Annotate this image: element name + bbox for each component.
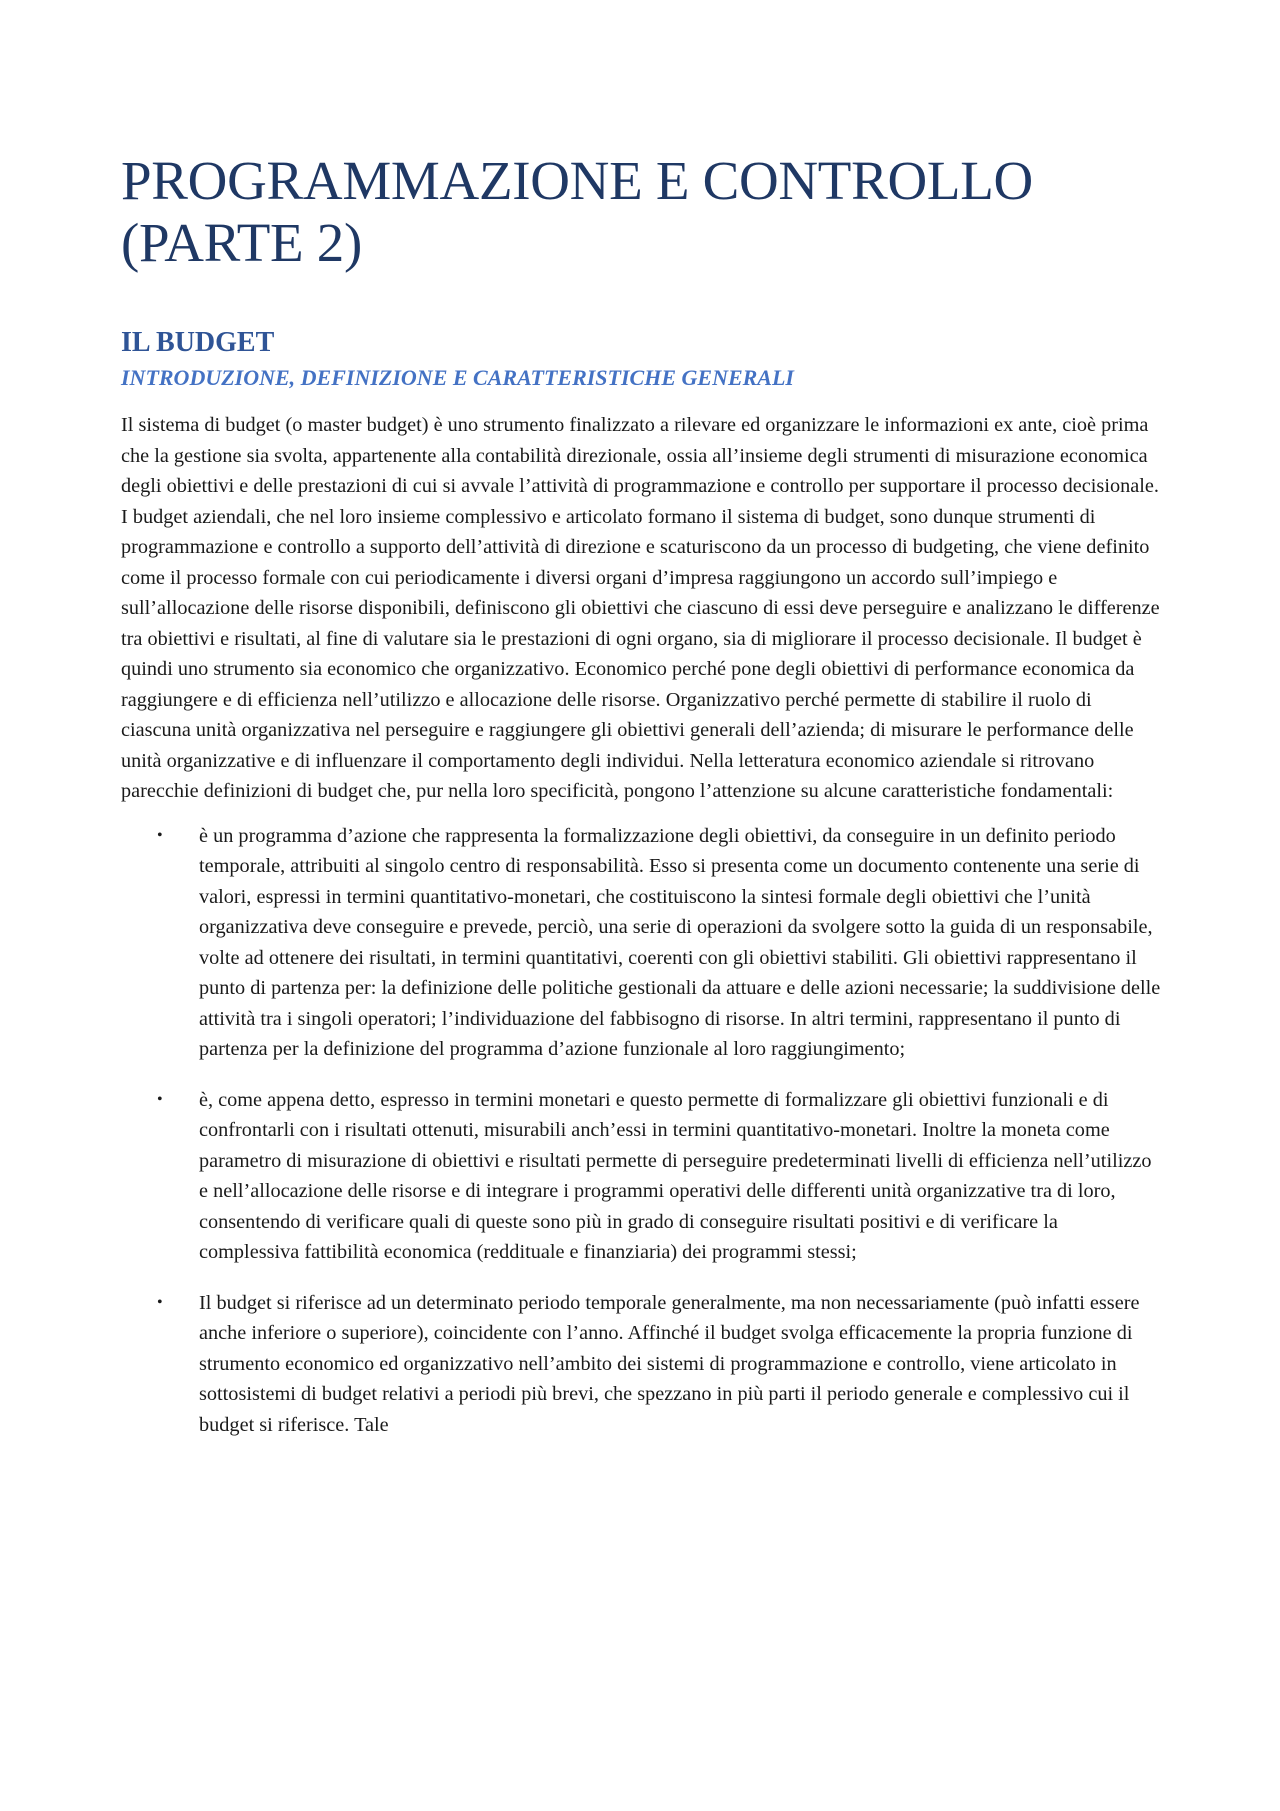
- characteristics-list: [121, 821, 1163, 1441]
- bullet-marker: •: [157, 826, 163, 844]
- list-item: [121, 1288, 1163, 1441]
- bullet-marker: •: [157, 1090, 163, 1108]
- bullet-marker: •: [157, 1293, 163, 1311]
- section-subheading: INTRODUZIONE, DEFINIZIONE E CARATTERISTICHE GENERALI: [121, 365, 794, 390]
- list-item-text: Il budget si riferisce ad un determinato periodo temporale generalmente, ma non necessariamente (può infatti essere anche inferiore o superiore), coincidente con l’anno. Affinché il budget svolga efficacemente la propria funzione di strumento economico ed organizzativo nell’ambito dei sistemi di programmazione e controllo, viene articolato in sottosistemi di budget relativi a periodi più brevi, che spezzano in più parti il periodo generale e complessivo cui il budget si riferisce. Tale: [199, 1291, 1140, 1436]
- list-item: [121, 821, 1163, 1065]
- list-item: [121, 1085, 1163, 1268]
- document-title: PROGRAMMAZIONE E CONTROLLO (PARTE 2): [121, 150, 1033, 273]
- document-content: [121, 150, 1163, 1460]
- list-item-text: è un programma d’azione che rappresenta la formalizzazione degli obiettivi, da conseguire in un definito periodo temporale, attribuiti al singolo centro di responsabilità. Esso si presenta come un documento contenente una serie di valori, espressi in termini quantitativo-monetari, che costituiscono la sintesi formale degli obiettivi che l’unità organizzativa deve conseguire e prevede, perciò, una serie di operazioni da svolgere sotto la guida di un responsabile, volte ad ottenere dei risultati, in termini quantitativi, coerenti con gli obiettivi stabiliti. Gli obiettivi rappresentano il punto di partenza per: la definizione delle politiche gestionali da attuare e delle azioni necessarie; la suddivisione delle attività tra i singoli operatori; l’individuazione del fabbisogno di risorse. In altri termini, rappresentano il punto di partenza per la definizione del programma d’azione funzionale al loro raggiungimento;: [199, 824, 1161, 1060]
- section-heading: IL BUDGET: [121, 327, 275, 358]
- intro-paragraph: Il sistema di budget (o master budget) è uno strumento finalizzato a rilevare ed organizzare le informazioni ex ante, cioè prima che la gestione sia svolta, appartenente alla contabilità direzionale, ossia all’insieme degli strumenti di misurazione economica degli obiettivi e delle prestazioni di cui si avvale l’attività di programmazione e controllo per supportare il processo decisionale. I budget aziendali, che nel loro insieme complessivo e articolato formano il sistema di budget, sono dunque strumenti di programmazione e controllo a supporto dell’attività di direzione e scaturiscono da un processo di budgeting, che viene definito come il processo formale con cui periodicamente i diversi organi d’impresa raggiungono un accordo sull’impiego e sull’allocazione delle risorse disponibili, definiscono gli obiettivi che ciascuno di essi deve perseguire e analizzano le differenze tra obiettivi e risultati, al fine di valutare sia le prestazioni di ogni organo, sia di migliorare il processo decisionale. Il budget è quindi uno strumento sia economico che organizzativo. Economico perché pone degli obiettivi di performance economica da raggiungere e di efficienza nell’utilizzo e allocazione delle risorse. Organizzativo perché permette di stabilire il ruolo di ciascuna unità organizzativa nel perseguire e raggiungere gli obiettivi generali dell’azienda; di misurare le performance delle unità organizzative e di influenzare il comportamento degli individui. Nella letteratura economico aziendale si ritrovano parecchie definizioni di budget che, pur nella loro specificità, pongono l’attenzione su alcune caratteristiche fondamentali:: [121, 414, 1160, 802]
- list-item-text: è, come appena detto, espresso in termini monetari e questo permette di formalizzare gli obiettivi funzionali e di confrontarli con i risultati ottenuti, misurabili anch’essi in termini quantitativo-monetari. Inoltre la moneta come parametro di misurazione di obiettivi e risultati permette di perseguire predeterminati livelli di efficienza nell’utilizzo e nell’allocazione delle risorse e di integrare i programmi operativi delle differenti unità organizzative tra di loro, consentendo di verificare quali di queste sono più in grado di conseguire risultati positivi e di verificare la complessiva fattibilità economica (reddituale e finanziaria) dei programmi stessi;: [199, 1088, 1152, 1263]
